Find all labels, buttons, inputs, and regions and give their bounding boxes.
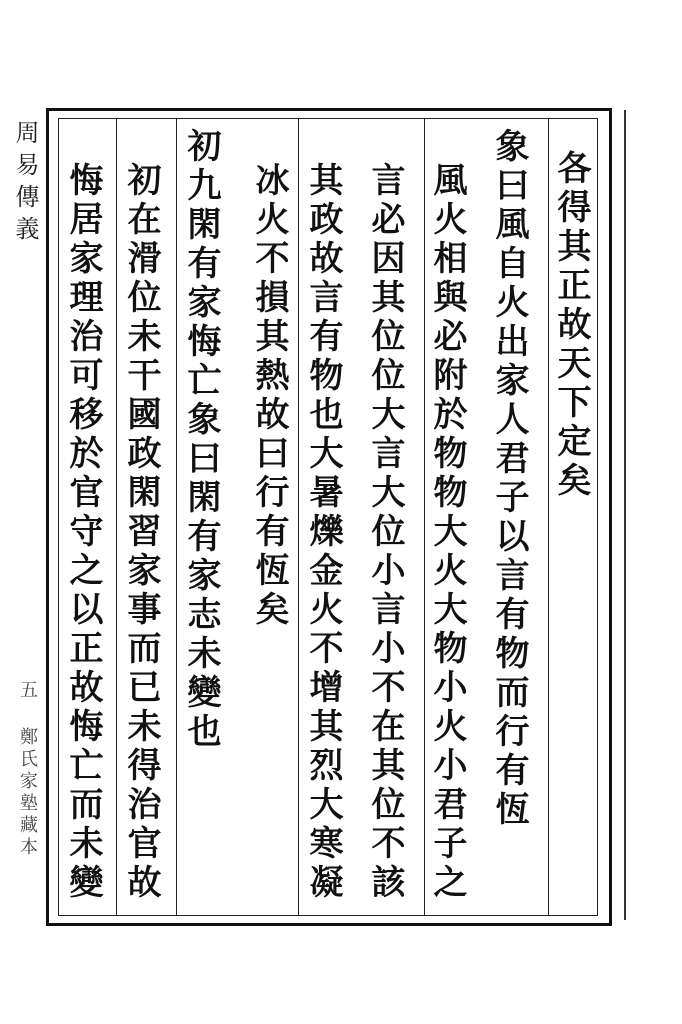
text-column-5: 其政故言有物也大暑爍金火不增其烈大寒凝 xyxy=(303,162,343,903)
column-divider xyxy=(116,118,117,916)
column-divider xyxy=(176,118,177,916)
text-column-4: 言必因其位位大言大位小言小不在其位不該 xyxy=(365,162,405,903)
margin-lower-note: 五 鄭氏家塾藏本 xyxy=(17,680,38,859)
text-column-2: 象曰風自火出家人君子以言有物而行有恆 xyxy=(489,128,529,830)
page-edge-line xyxy=(624,110,632,920)
text-column-9: 悔居家理治可移於官守之以正故悔亡而未變 xyxy=(63,162,103,903)
text-column-3: 風火相與必附於物物大火大物小火小君子之 xyxy=(427,162,467,903)
text-column-8: 初在滑位未干國政閑習家事而已未得治官故 xyxy=(121,162,161,903)
column-divider xyxy=(548,118,549,916)
margin-title: 周易傳義 xyxy=(11,120,39,248)
text-column-6: 冰火不損其熱故曰行有恆矣 xyxy=(249,162,289,630)
text-column-1: 各得其正故天下定矣 xyxy=(551,150,591,501)
column-divider xyxy=(298,118,299,916)
text-column-7: 初九閑有家悔亡象曰閑有家志未變也 xyxy=(181,128,221,752)
column-divider xyxy=(424,118,425,916)
